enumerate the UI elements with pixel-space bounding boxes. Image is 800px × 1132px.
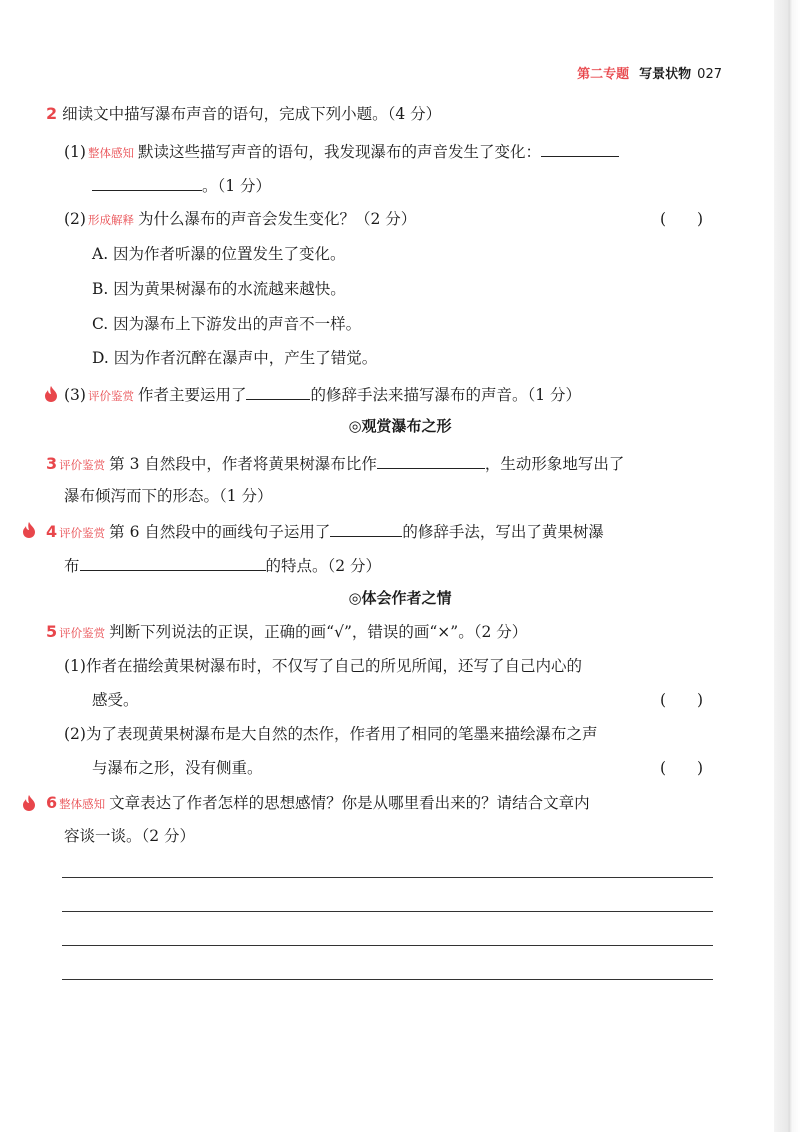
question-number: 6 [46,793,58,812]
option-d[interactable]: D. 因为作者沉醉在瀑声中，产生了错觉。 [92,349,378,367]
page-header [577,63,722,82]
option-b[interactable]: B. 因为黄果树瀑布的水流越来越快。 [92,280,346,298]
q4-line2-before: 布 [64,557,80,575]
page-number: 027 [697,67,722,82]
answer-blank[interactable] [80,554,266,571]
q2-stem: 细读文中描写瀑布声音的语句，完成下列小题。（4 分） [62,105,442,123]
answer-blank[interactable] [377,452,485,469]
question-number: 3 [46,454,58,473]
q2-sub1-line [64,140,619,163]
skill-tag: 形成解释 [87,213,134,227]
q4-text-after: 的修辞手法，写出了黄果树瀑 [402,523,604,541]
skill-tag: 评价鉴赏 [59,458,106,472]
answer-blank[interactable] [330,520,402,537]
answer-line[interactable] [62,877,713,878]
section-heading-feel: ◎体会作者之情 [348,589,452,607]
q3-text-before: 第 3 自然段中，作者将黄果树瀑布比作 [109,455,377,473]
q5-s1-line1: (1)作者在描绘黄果树瀑布时，不仅写了自己的所见所闻，还写了自己内心的 [64,657,582,675]
option-a[interactable]: A. 因为作者听瀑的位置发生了变化。 [92,245,346,263]
q4-line2-after: 的特点。（2 分） [265,557,382,575]
q2-sub3-text-after: 的修辞手法来描写瀑布的声音。（1 分） [310,386,582,404]
q5-line [46,622,527,643]
q2-sub2-line [64,209,416,230]
sub-prefix: (1) [64,143,86,161]
answer-parentheses[interactable]: ( ) [660,210,704,228]
skill-tag: 评价鉴赏 [87,389,134,403]
sub-prefix: (2) [64,210,86,228]
skill-tag: 评价鉴赏 [59,626,106,640]
q5-s2-line2: 与瀑布之形，没有侧重。 [92,759,263,777]
q2-sub1-tail: 。（1 分） [202,177,272,195]
answer-blank[interactable] [92,174,202,191]
q3-text-after: ，生动形象地写出了 [484,455,625,473]
skill-tag: 整体感知 [87,146,134,160]
page-edge [774,0,800,1132]
section-heading-form: ◎观赏瀑布之形 [348,417,452,435]
q4-line2 [64,554,381,576]
q2-sub2-text: 为什么瀑布的声音会发生变化？（2 分） [137,210,417,228]
q2-sub3-text-before: 作者主要运用了 [137,386,247,404]
q3-line2: 瀑布倾泻而下的形态。（1 分） [64,487,273,505]
skill-tag: 整体感知 [59,797,106,811]
q5-text: 判断下列说法的正误，正确的画“√”，错误的画“×”。（2 分） [109,623,528,641]
q6-line [46,793,590,814]
q2-sub1-line2 [92,174,271,196]
flame-icon [22,795,36,811]
option-c[interactable]: C. 因为瀑布上下游发出的声音不一样。 [92,315,362,333]
q6-line2: 容谈一谈。（2 分） [64,827,196,845]
answer-parentheses[interactable]: ( ) [660,759,704,777]
question-number: 5 [46,622,58,641]
q5-s2-line1: (2)为了表现黄果树瀑布是大自然的杰作，作者用了相同的笔墨来描绘瀑布之声 [64,725,598,743]
q5-s1-line2: 感受。 [92,691,139,709]
q3-line [46,452,624,475]
answer-blank[interactable] [541,140,619,157]
q2-sub1-text: 默读这些描写声音的语句，我发现瀑布的声音发生了变化： [137,143,541,161]
answer-parentheses[interactable]: ( ) [660,691,704,709]
sub-prefix: (3) [64,386,86,404]
flame-icon [22,522,36,538]
q2-sub3-line [64,383,581,406]
skill-tag: 评价鉴赏 [59,526,106,540]
series-title: 第二专题 [577,67,630,82]
q2-stem-line [46,104,441,124]
answer-blank[interactable] [246,383,310,400]
answer-line[interactable] [62,945,713,946]
question-number: 2 [46,104,58,123]
q6-text: 文章表达了作者怎样的思想感情？你是从哪里看出来的？请结合文章内 [109,794,590,812]
answer-line[interactable] [62,911,713,912]
flame-icon [44,386,58,402]
q4-line [46,520,604,543]
q4-text-before: 第 6 自然段中的画线句子运用了 [109,523,331,541]
question-number: 4 [46,522,58,541]
topic-title: 写景状物 [639,67,692,82]
answer-line[interactable] [62,979,713,980]
